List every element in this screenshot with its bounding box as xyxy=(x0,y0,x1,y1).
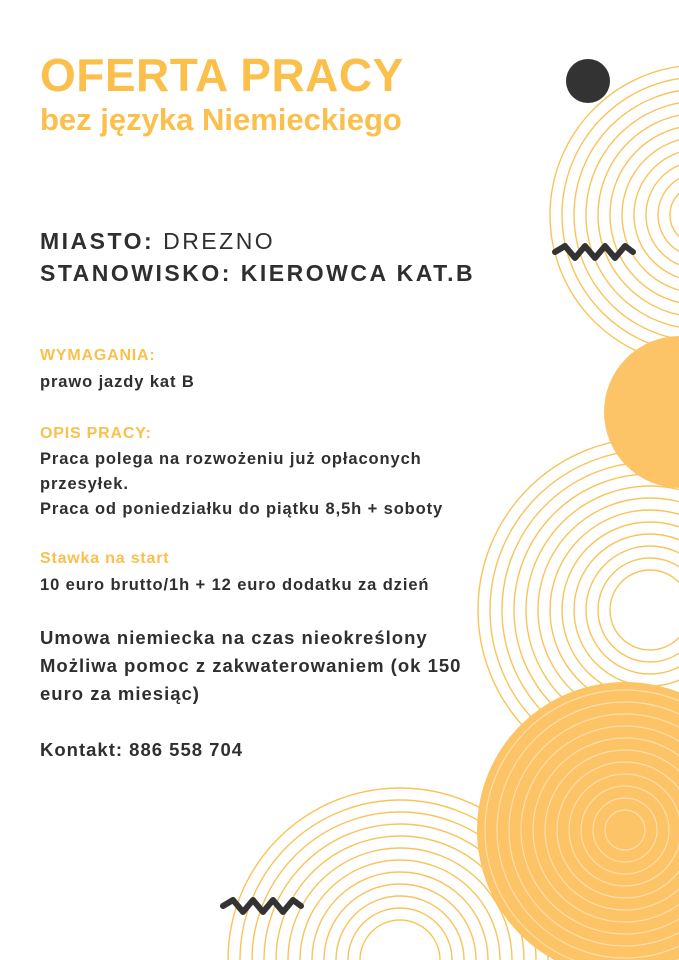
accommodation-line: euro za miesiąc) xyxy=(40,683,200,704)
location-label: MIASTO: xyxy=(40,228,155,254)
page-subtitle: bez języka Niemieckiego xyxy=(40,102,402,137)
salary-text: 10 euro brutto/1h + 12 euro dodatku za dzień xyxy=(40,576,430,594)
salary-heading: Stawka na start xyxy=(40,550,170,567)
location-value: DREZNO xyxy=(163,228,276,254)
position-value: KIEROWCA KAT.B xyxy=(240,260,476,286)
page-title: OFERTA PRACY xyxy=(40,49,404,101)
location-row xyxy=(40,230,275,253)
description-line: przesyłek. xyxy=(40,475,129,493)
contract-line: Umowa niemiecka na czas nieokreślony xyxy=(40,627,428,648)
contact-info: Kontakt: 886 558 704 xyxy=(40,739,244,760)
description-heading: OPIS PRACY: xyxy=(40,425,152,442)
accommodation-line: Możliwa pomoc z zakwaterowaniem (ok 150 xyxy=(40,655,462,676)
position-row xyxy=(40,262,475,285)
position-label: STANOWISKO: xyxy=(40,260,232,286)
requirements-text: prawo jazdy kat B xyxy=(40,373,195,391)
description-line: Praca od poniedziałku do piątku 8,5h + soboty xyxy=(40,500,444,518)
requirements-heading: WYMAGANIA: xyxy=(40,347,156,364)
description-line: Praca polega na rozwożeniu już opłaconych xyxy=(40,450,422,468)
